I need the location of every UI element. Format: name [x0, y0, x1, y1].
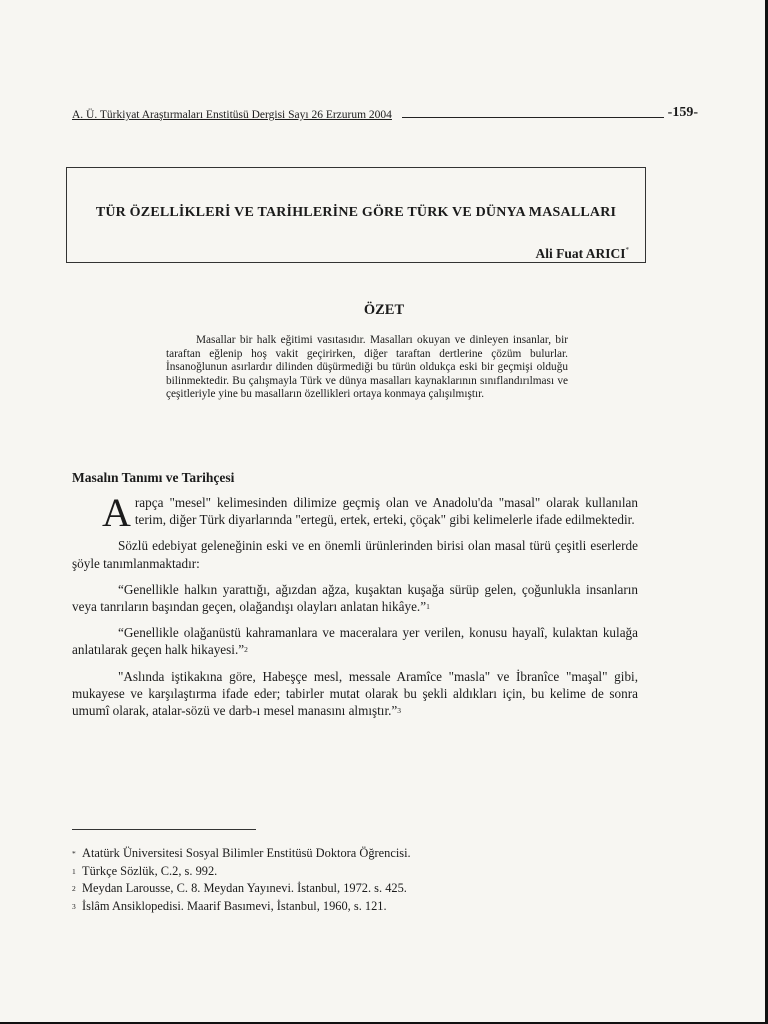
- header-rule: [402, 117, 664, 118]
- abstract-text: Masallar bir halk eğitimi vasıtasıdır. Masalları okuyan ve dinleyen insanlar, bir taraftan eğlenip hoş vakit geçirirken, diğer taraftan dertlerine çözüm bulurlar. İnsanoğlunun asırlardır dilinden düşürmediği bu türün oldukça eski bir geçmişi olduğu bilinmektedir. Bu çalışmayla Türk ve dünya masalları kaynaklarının sınıflandırılması ve çeşitleriyle yine bu masalların özellikleri ortaya konmaya çalışılmıştır.: [166, 334, 568, 401]
- title-box: [66, 167, 646, 263]
- abstract-heading: ÖZET: [363, 302, 405, 318]
- paragraph-1: [72, 490, 638, 535]
- footnote-text: Türkçe Sözlük, C.2, s. 992.: [82, 863, 218, 878]
- footnote-mark: *: [72, 849, 76, 858]
- author-name: [535, 246, 629, 262]
- quote-2-text: “Genellikle olağanüstü kahramanlara ve maceralara yer verilen, konusu hayalî, kulaktan kulağa anlatılarak geçen halk hikayesi.”: [72, 625, 638, 658]
- quote-3: [72, 668, 638, 720]
- paragraph-2: Sözlü edebiyat geleneğinin eski ve en önemli ürünlerinden birisi olan masal türü çeşitli eserlerde şöyle tanımlanmaktadır:: [72, 538, 638, 571]
- section-heading: Masalın Tanımı ve Tarihçesi: [72, 470, 235, 485]
- footnote: [72, 898, 672, 916]
- paragraph-1-text: rapça "mesel" kelimesinden dilimize geçmiş olan ve Anadolu'da "masal" olarak kullanılan terim, diğer Türk diyarlarında "ertegü, ertek, erteki, çöçak" gibi kelimelerle ifade edilmektedir.: [134, 495, 638, 528]
- quote-3-text: "Aslında iştikakına göre, Habeşçe mesl, messale Aramîce "masla" ve İbranîce "maşal" gibi, mukayese ve karşılaştırma ifade eder; tabirler mutat olarak bu şekli aldıkları için, bu kelime de sonra umumî olarak, atalar-sözü ve darb-ı mesel manasını almıştır.”: [72, 668, 638, 719]
- quote-2: [72, 624, 638, 658]
- footnote: [72, 880, 672, 898]
- quote-3-ref: 3: [397, 706, 402, 716]
- quote-1-text: “Genellikle halkın yarattığı, ağızdan ağza, kuşaktan kuşağa sürüp gelen, çoğunlukla insanların veya tanrıların başından geçen, olağandışı olayları anlatan hikâye.”: [72, 581, 638, 615]
- footnote-text: İslâm Ansiklopedisi. Maarif Basımevi, İstanbul, 1960, s. 121.: [82, 898, 387, 913]
- footnotes: [72, 845, 672, 915]
- footnote-mark: 2: [72, 884, 76, 893]
- page-number: -159-: [667, 105, 698, 120]
- footnote-text: Atatürk Üniversitesi Sosyal Bilimler Enstitüsü Doktora Öğrencisi.: [82, 846, 411, 860]
- footnote-mark: 1: [72, 866, 76, 876]
- quote-1-ref: 1: [426, 602, 430, 612]
- drop-cap: A: [102, 490, 131, 535]
- quote-1: [72, 581, 638, 615]
- article-title: TÜR ÖZELLİKLERİ VE TARİHLERİNE GÖRE TÜRK VE DÜNYA MASALLARI: [95, 205, 617, 220]
- author-text: Ali Fuat ARICI: [535, 246, 626, 261]
- journal-name: A. Ü. Türkiyat Araştırmaları Enstitüsü Dergisi Sayı 26 Erzurum 2004: [72, 109, 392, 121]
- footnote-rule: [72, 829, 256, 830]
- footnote-text: Meydan Larousse, C. 8. Meydan Yayınevi. İstanbul, 1972. s. 425.: [82, 881, 407, 895]
- footnote: [72, 845, 672, 863]
- body-text: [72, 490, 638, 728]
- footnote-mark: 3: [72, 901, 76, 911]
- author-footnote-mark: *: [625, 246, 629, 254]
- quote-2-ref: 2: [244, 645, 248, 655]
- footnote: [72, 863, 672, 881]
- running-header: [72, 105, 698, 121]
